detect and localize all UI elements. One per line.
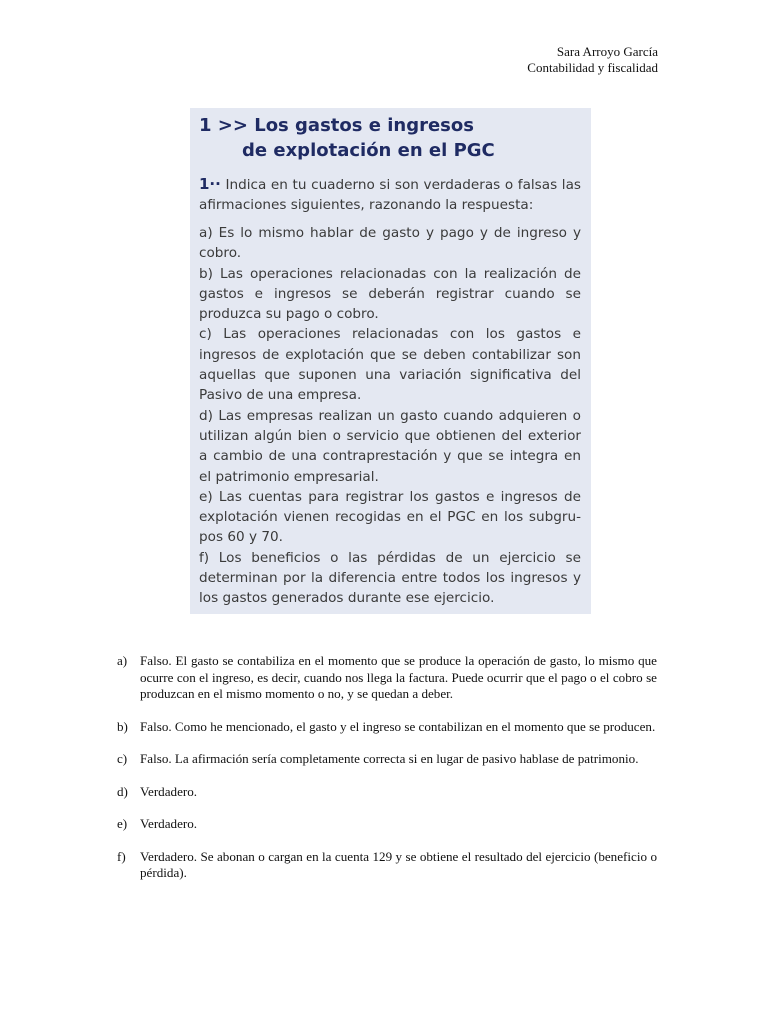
statement-f: f) Los beneficios o las pérdidas de un ejercicio se determinan por la diferencia entre todos los ingresos y los gastos generados durante ese ejercicio. (199, 549, 581, 607)
answer-item (117, 816, 657, 833)
answer-text: Verdadero. Se abonan o cargan en la cuenta 129 y se obtiene el resultado del ejercicio (beneficio o pérdida). (140, 848, 657, 880)
answer-marker: a) (117, 653, 128, 668)
exercise-title-line1: 1 >> Los gastos e ingresos (199, 115, 474, 136)
statement-e: e) Las cuentas para registrar los gastos e ingresos de explotación vienen recogidas en el PGC en los subgru-pos 60 y 70. (199, 488, 581, 546)
exercise-image (190, 108, 591, 614)
answer-marker: e) (117, 816, 128, 831)
answer-text: Verdadero. (140, 816, 198, 831)
exercise-title-line2: de explotación en el PGC (242, 140, 495, 161)
answer-item (117, 784, 657, 801)
subject-name: Contabilidad y fiscalidad (527, 60, 658, 75)
exercise-prompt (199, 174, 581, 215)
answer-marker: d) (117, 783, 128, 799)
answer-item (117, 653, 657, 703)
answer-item (117, 719, 657, 736)
statement-d: d) Las empresas realizan un gasto cuando adquieren o utilizan algún bien o servicio que obtienen del exterior a cambio de una contraprestación y que se integra en el patrimonio empresarial. (199, 407, 581, 485)
answer-marker: b) (117, 718, 128, 734)
answer-list (117, 653, 657, 898)
answer-item (117, 751, 657, 768)
statement-a: a) Es lo mismo hablar de gasto y pago y de ingreso y cobro. (199, 225, 581, 262)
answer-marker: c) (117, 751, 128, 766)
exercise-number: 1·· (199, 175, 221, 193)
exercise-title (199, 113, 581, 163)
page-header (527, 44, 658, 76)
answer-item (117, 849, 657, 882)
exercise-prompt-text: Indica en tu cuaderno si son verdaderas o falsas las afirmaciones siguientes, razonando la respuesta: (199, 177, 581, 213)
answer-text: Falso. Como he mencionado, el gasto y el ingreso se contabilizan en el momento que se producen. (140, 718, 656, 734)
statement-b: b) Las operaciones relacionadas con la realización de gastos e ingresos se deberán registrar cuando se produzca su pago o cobro. (199, 265, 581, 323)
answer-text: Falso. El gasto se contabiliza en el momento que se produce la operación de gasto, lo mismo que ocurre con el ingreso, es decir, cuando nos llega la factura. Puede ocurrir que el pago o el cobro se produzcan en el mismo momento o no, y se quedan a deber. (140, 653, 657, 701)
answer-marker: f) (117, 848, 126, 864)
answer-text: Falso. La afirmación sería completamente correcta si en lugar de pasivo hablase de patrimonio. (140, 751, 639, 766)
statement-c: c) Las operaciones relacionadas con los gastos e ingresos de explotación que se deben contabilizar son aquellas que suponen una variación significativa del Pasivo de una empresa. (199, 326, 581, 404)
answer-text: Verdadero. (140, 783, 198, 799)
author-name: Sara Arroyo García (556, 44, 658, 59)
